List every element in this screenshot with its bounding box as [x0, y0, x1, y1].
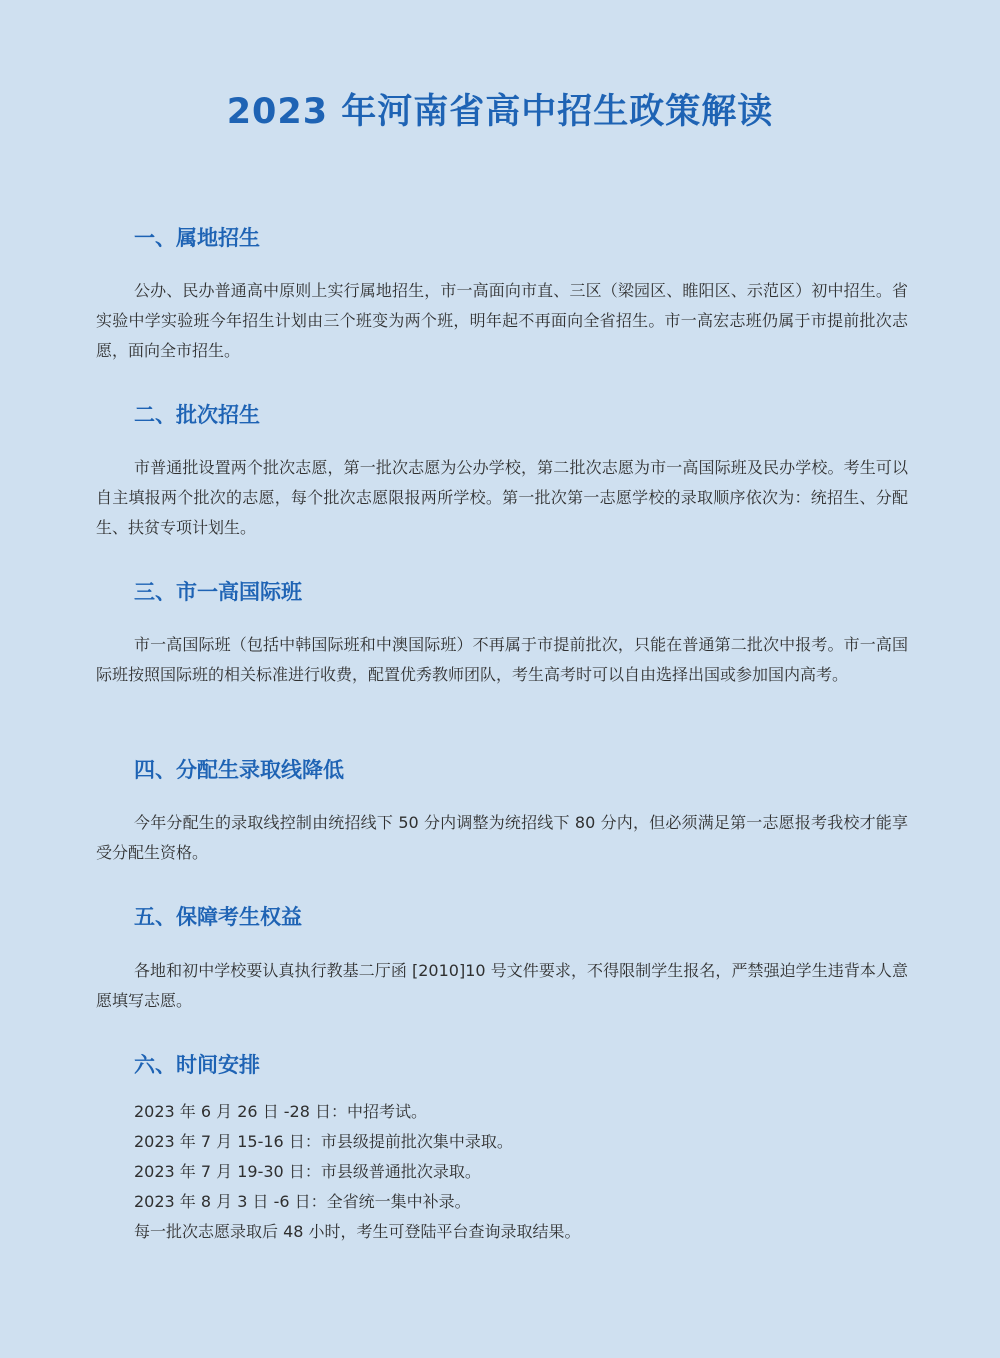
document-title: 2023 年河南省高中招生政策解读 — [226, 92, 774, 132]
section-heading: 四、分配生录取线降低 — [134, 758, 344, 782]
schedule-item: 2023 年 8 月 3 日 -6 日：全省统一集中补录。 — [134, 1192, 471, 1211]
section-paragraph: 今年分配生的录取线控制由统招线下 50 分内调整为统招线下 80 分内，但必须满足第一志愿报考我校才能享受分配生资格。 — [96, 813, 908, 862]
section-paragraph: 各地和初中学校要认真执行教基二厅函 [2010]10 号文件要求，不得限制学生报名，严禁强迫学生违背本人意愿填写志愿。 — [96, 961, 908, 1010]
schedule-item: 2023 年 7 月 19-30 日：市县级普通批次录取。 — [134, 1162, 481, 1181]
section-paragraph: 公办、民办普通高中原则上实行属地招生，市一高面向市直、三区（梁园区、睢阳区、示范区）初中招生。省实验中学实验班今年招生计划由三个班变为两个班，明年起不再面向全省招生。市一高宏志班仍属于市提前批次志愿，面向全市招生。 — [96, 281, 908, 360]
section-heading: 五、保障考生权益 — [134, 905, 302, 929]
schedule-item: 2023 年 7 月 15-16 日：市县级提前批次集中录取。 — [134, 1132, 513, 1151]
schedule-item: 每一批次志愿录取后 48 小时，考生可登陆平台查询录取结果。 — [134, 1222, 581, 1241]
section-heading: 三、市一高国际班 — [134, 580, 302, 604]
section-paragraph: 市普通批设置两个批次志愿，第一批次志愿为公办学校，第二批次志愿为市一高国际班及民办学校。考生可以自主填报两个批次的志愿，每个批次志愿限报两所学校。第一批次第一志愿学校的录取顺序依次为：统招生、分配生、扶贫专项计划生。 — [96, 458, 908, 537]
section-heading: 六、时间安排 — [134, 1053, 260, 1077]
section-paragraph: 市一高国际班（包括中韩国际班和中澳国际班）不再属于市提前批次，只能在普通第二批次中报考。市一高国际班按照国际班的相关标准进行收费，配置优秀教师团队，考生高考时可以自由选择出国或参加国内高考。 — [96, 635, 908, 684]
schedule-list — [134, 1097, 904, 1247]
schedule-item: 2023 年 6 月 26 日 -28 日：中招考试。 — [134, 1102, 427, 1121]
section-heading: 一、属地招生 — [134, 226, 260, 250]
section-heading: 二、批次招生 — [134, 403, 260, 427]
